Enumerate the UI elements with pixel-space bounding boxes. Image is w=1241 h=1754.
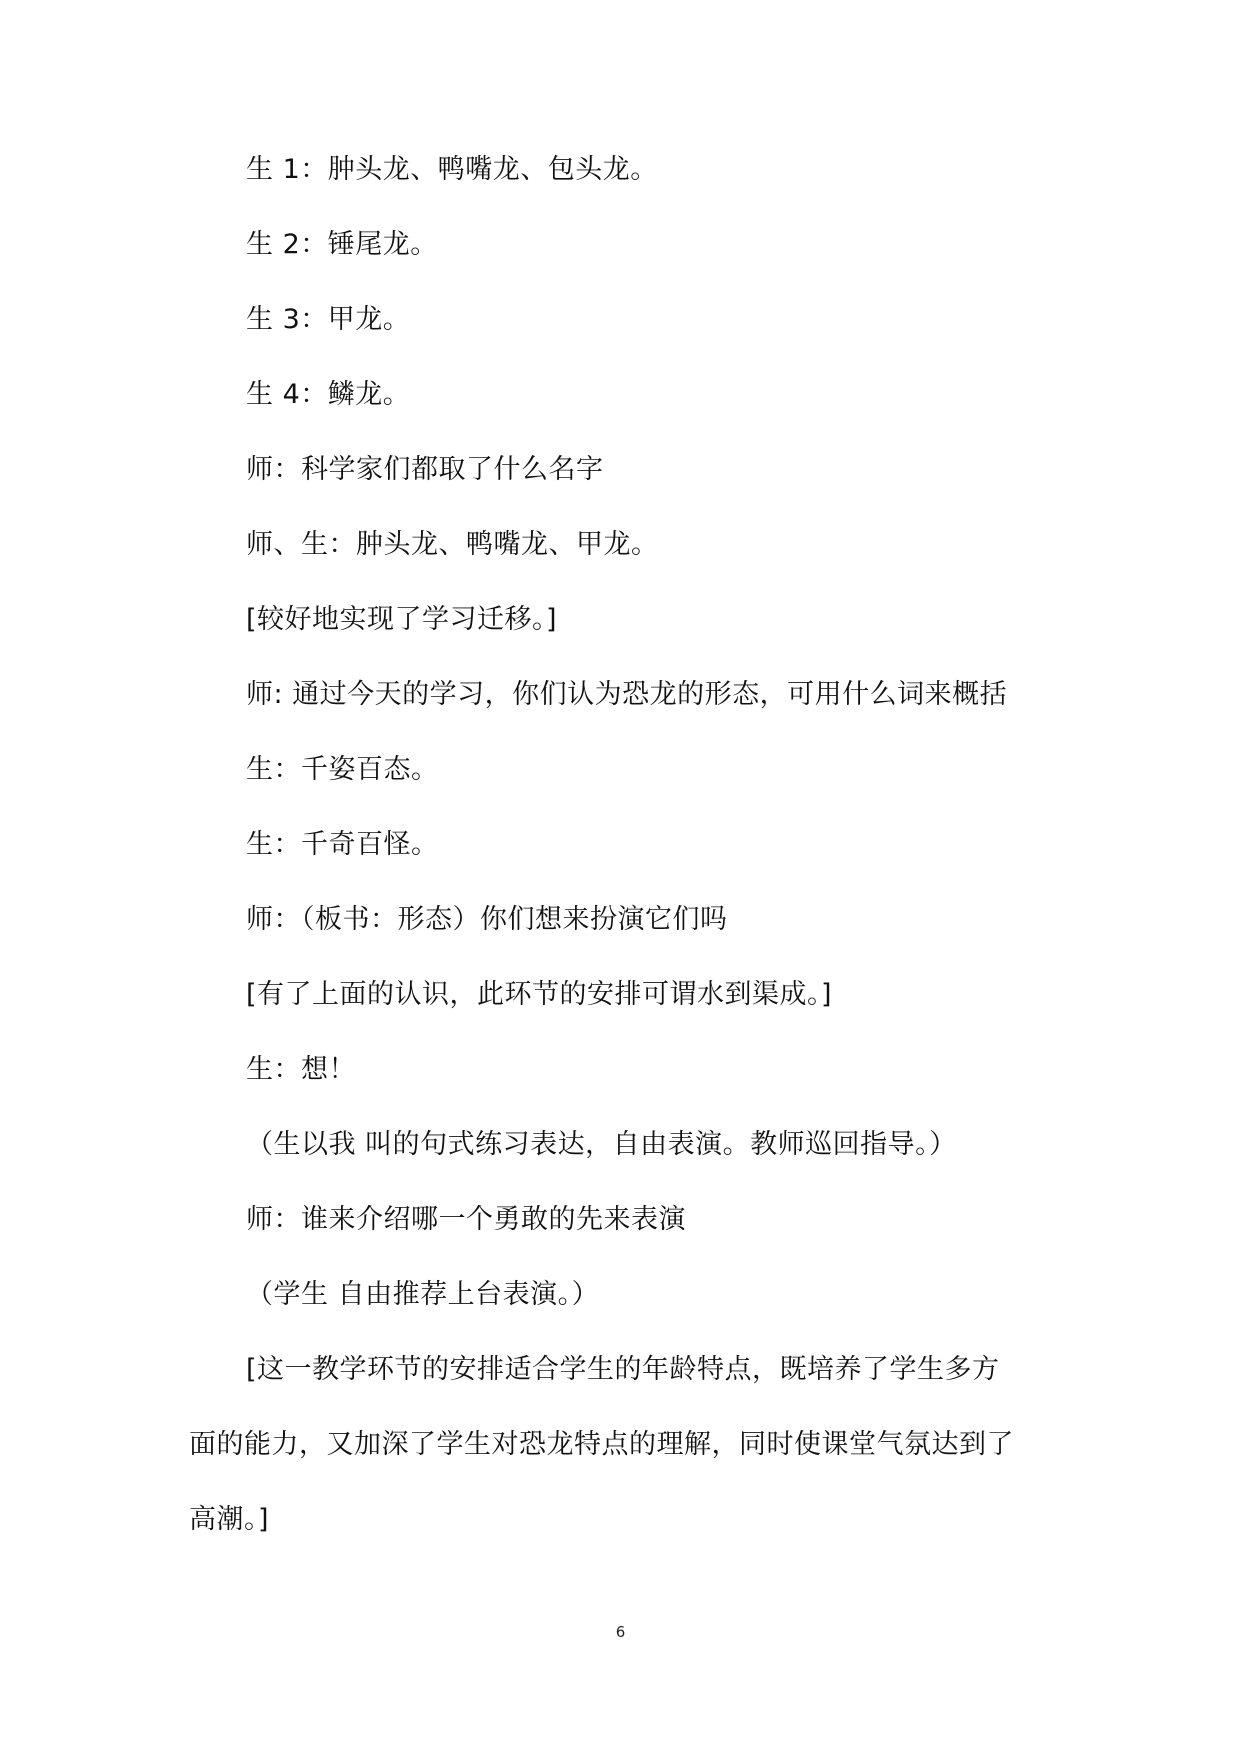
text-line-11: 师：（板书：形态）你们想来扮演它们吗 xyxy=(246,904,728,935)
text-line-18: 面的能力，又加深了学生对恐龙特点的理解，同时使课堂气氛达到了 xyxy=(189,1429,1014,1460)
text-line-6: 师、生：肿头龙、鸭嘴龙、甲龙。 xyxy=(246,529,659,560)
text-line-10: 生：千奇百怪。 xyxy=(246,829,439,860)
text-line-16: （学生 自由推荐上台表演。） xyxy=(246,1279,600,1310)
page-number: 6 xyxy=(615,1623,626,1641)
text-line-14: （生以我 叫的句式练习表达，自由表演。教师巡回指导。） xyxy=(246,1129,957,1160)
text-line-4: 生 4：鳞龙。 xyxy=(246,379,411,410)
text-line-8: 师: 通过今天的学习，你们认为恐龙的形态，可用什么词来概括 xyxy=(246,679,1008,710)
text-line-9: 生：千姿百态。 xyxy=(246,754,439,785)
text-line-17: [这一教学环节的安排适合学生的年龄特点，既培养了学生多方 xyxy=(246,1354,1000,1385)
text-line-5: 师：科学家们都取了什么名字 xyxy=(246,454,604,485)
text-line-7: [较好地实现了学习迁移。] xyxy=(246,604,558,635)
text-line-13: 生：想！ xyxy=(246,1054,356,1085)
text-line-2: 生 2：锤尾龙。 xyxy=(246,229,438,260)
text-line-12: [有了上面的认识，此环节的安排可谓水到渠成。] xyxy=(246,979,833,1010)
text-line-3: 生 3：甲龙。 xyxy=(246,304,411,335)
text-line-1: 生 1：肿头龙、鸭嘴龙、包头龙。 xyxy=(246,154,658,185)
text-line-19: 高潮。] xyxy=(189,1504,270,1535)
text-line-15: 师：谁来介绍哪一个勇敢的先来表演 xyxy=(246,1204,686,1235)
